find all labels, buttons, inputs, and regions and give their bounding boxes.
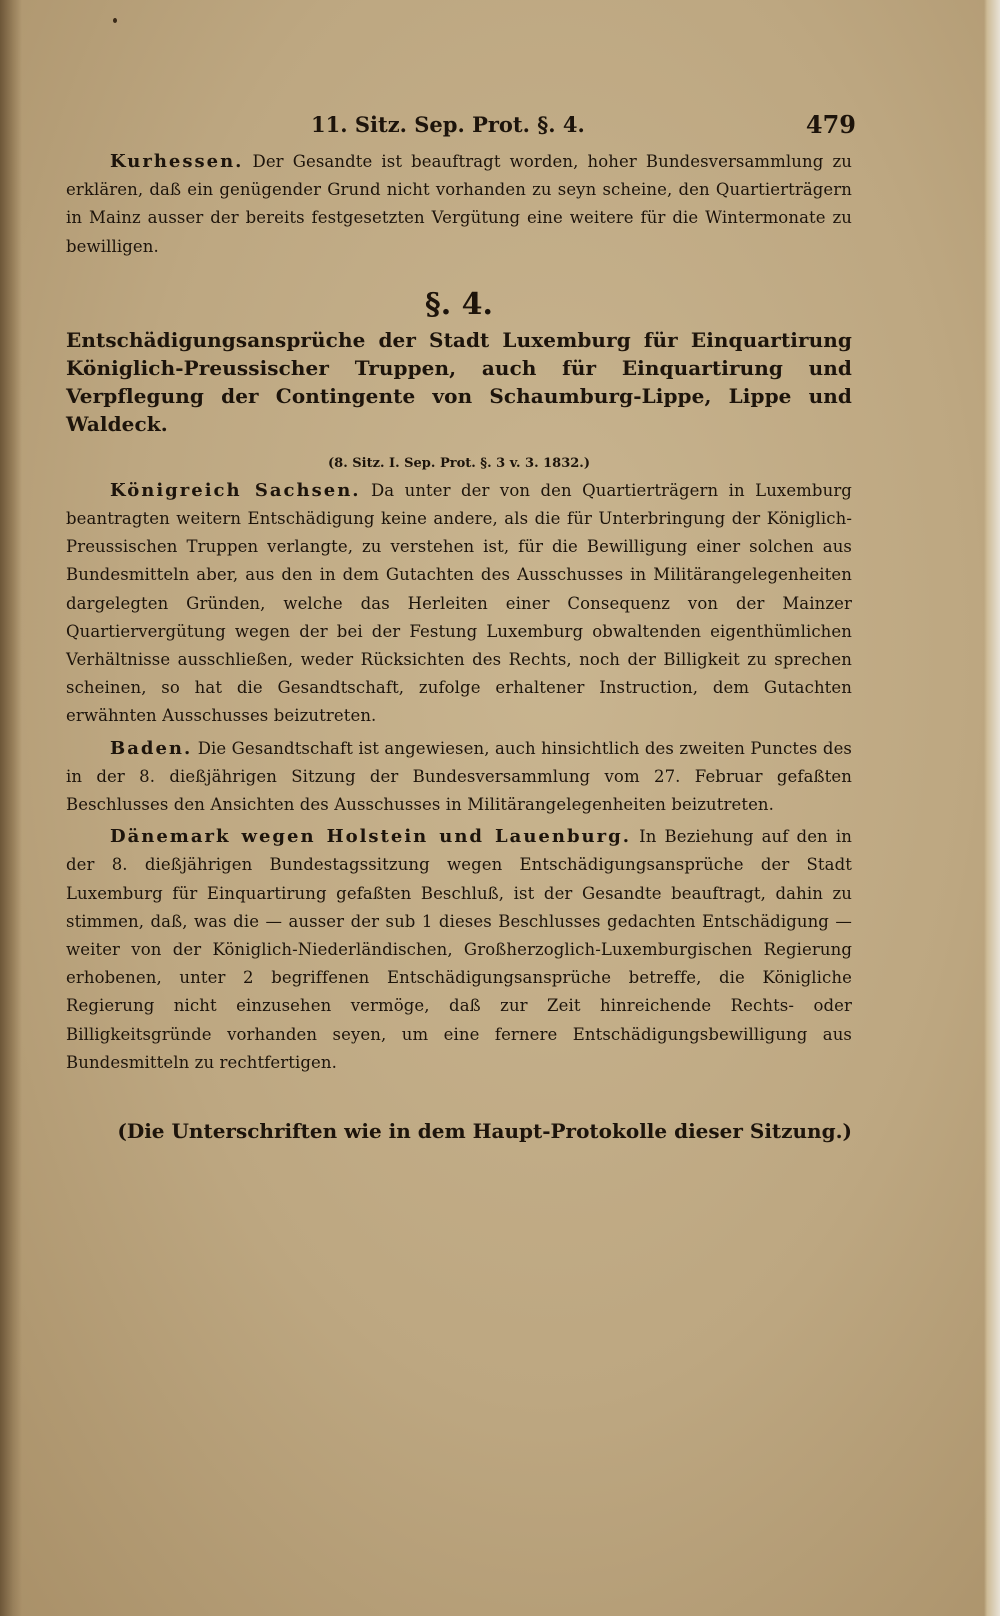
page-content — [66, 108, 856, 1144]
paragraph-text: Da unter der von den Quartierträgern in Luxemburg beantragten weitern Entschädigung keine andere, als die für Unterbringung der Königlich-Preussischen Truppen verlangte, zu verstehen ist, für die Bewilligung einer solchen aus Bundesmitteln aber, aus den in dem Gutachten des Ausschusses in Militärangelegenheiten dargelegten Gründen, welche das Herleiten einer Consequenz von der Mainzer Quartiervergütung wegen der bei der Festung Luxemburg obwaltenden eigenthümlichen Verhältnisse ausschließen, weder Rücksichten des Rechts, noch der Billigkeit zu sprechen scheinen, so hat die Gesandtschaft, zufolge erhaltener Instruction, dem Gutachten erwähnten Ausschusses beizutreten. — [66, 480, 852, 726]
paragraph-daenemark — [66, 823, 852, 1077]
running-head — [66, 108, 856, 148]
paragraph-text: Die Gesandtschaft ist angewiesen, auch hinsichtlich des zweiten Punctes des in der 8. dießjährigen Sitzung der Bundesversammlung vom 27. Februar gefaßten Beschlusses den Ansichten des Ausschusses in Militärangelegenheiten beizutreten. — [66, 738, 852, 815]
section-citation: (8. Sitz. I. Sep. Prot. §. 3 v. 3. 1832.) — [328, 455, 590, 471]
intro-paragraph — [66, 148, 852, 261]
ink-speck — [113, 18, 117, 23]
intro-text: Der Gesandte ist beauftragt worden, hoher Bundesversammlung zu erklären, daß ein genügender Grund nicht vorhanden zu seyn scheine, den Quartierträgern in Mainz ausser der bereits festgesetzten Vergütung eine weitere für die Wintermonate zu bewilligen. — [66, 152, 852, 256]
section-title: Entschädigungsansprüche der Stadt Luxemburg für Einquartirung Königlich-Preussischer Truppen, auch für Einquartirung und Verpflegung der Contingente von Schaumburg-Lippe, Lippe und Waldeck. — [66, 327, 852, 436]
closing-signature-note: (Die Unterschriften wie in dem Haupt-Protokolle dieser Sitzung.) — [117, 1119, 852, 1144]
page-number: 479 — [805, 110, 856, 139]
running-head-title: 11. Sitz. Sep. Prot. §. 4. — [311, 112, 585, 137]
paragraph-sachsen — [66, 477, 852, 731]
paragraph-baden — [66, 735, 852, 820]
intro-state: Kurhessen. — [110, 151, 244, 172]
paragraph-text: In Beziehung auf den in der 8. dießjährigen Bundestagssitzung wegen Entschädigungsansprüche der Stadt Luxemburg für Einquartirung gefaßten Beschluß, ist der Gesandte beauftragt, dahin zu stimmen, daß, was die — ausser der sub 1 dieses Beschlusses gedachten Entschädigung — weiter von der Königlich-Niederländischen, Großherzoglich-Luxemburgischen Regierung erhobenen, unter 2 begriffenen Entschädigungsansprüche betreffe, die Königliche Regierung nicht einzusehen vermöge, daß zur Zeit hinreichende Rechts- oder Billigkeitsgründe vorhanden seyen, um eine fernere Entschädigungsbewilligung aus Bundesmitteln zu rechtfertigen. — [66, 827, 852, 1072]
paragraph-state: Königreich Sachsen. — [110, 479, 361, 501]
paragraph-state: Dänemark wegen Holstein und Lauenburg. — [110, 826, 631, 848]
paragraph-state: Baden. — [110, 737, 193, 759]
section-mark: §. 4. — [425, 286, 493, 322]
